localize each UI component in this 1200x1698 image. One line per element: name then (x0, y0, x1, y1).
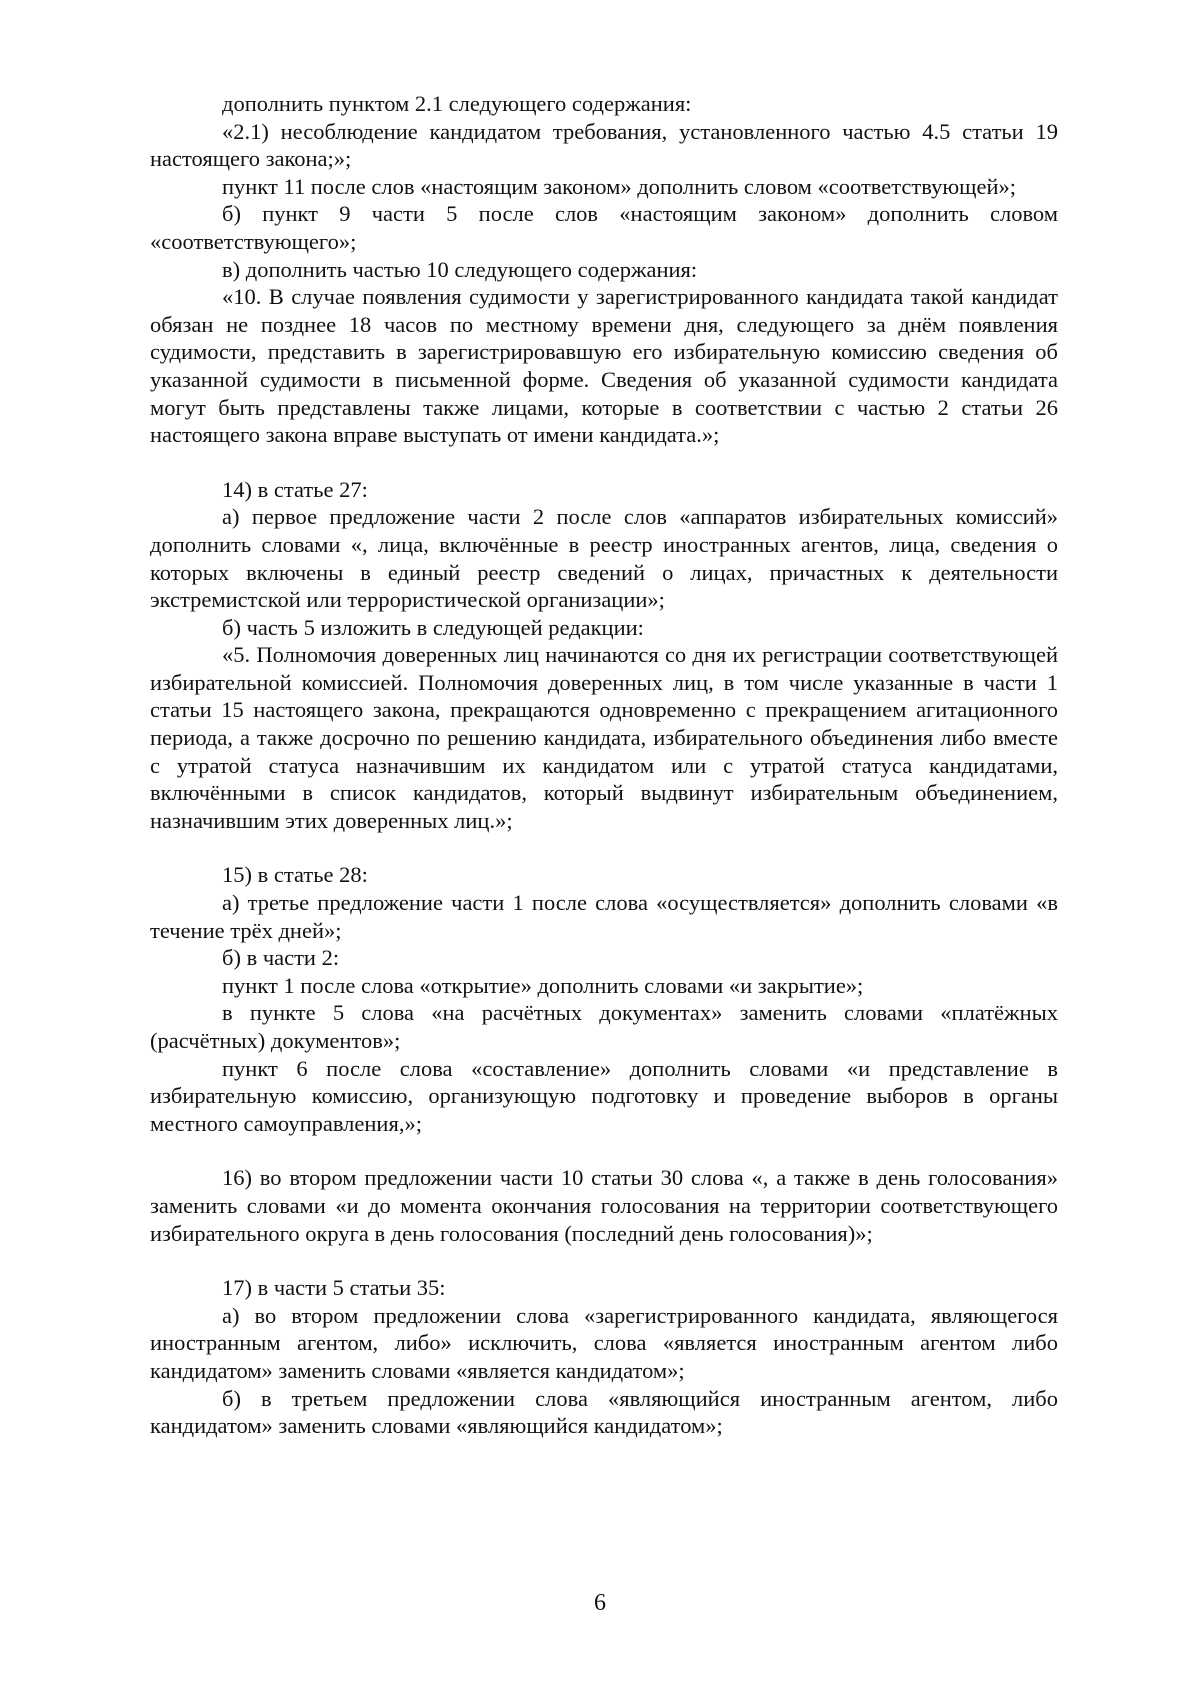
paragraph: в пункте 5 слова «на расчётных документах» заменить словами «платёжных (расчётных) документов»; (150, 1000, 1058, 1053)
paragraph: 15) в статье 28: (222, 862, 368, 888)
paragraph: пункт 11 после слов «настоящим законом» дополнить словом «соответствующей»; (222, 173, 1016, 199)
paragraph: б) пункт 9 части 5 после слов «настоящим законом» дополнить словом «соответствующего»; (150, 201, 1058, 254)
paragraph: а) третье предложение части 1 после слова «осуществляется» дополнить словами «в течение трёх дней»; (150, 890, 1058, 943)
paragraph: 14) в статье 27: (222, 476, 368, 502)
paragraph: 16) во втором предложении части 10 статьи 30 слова «, а также в день голосования» заменить словами «и до момента окончания голосования на территории соответствующего избирательного округа в день голосования (последний день голосования)»; (150, 1165, 1058, 1246)
paragraph: б) в части 2: (222, 945, 340, 971)
document-body (150, 90, 1058, 1440)
paragraph: а) во втором предложении слова «зарегистрированного кандидата, являющегося иностранным агентом, либо» исключить, слова «является иностранным агентом либо кандидатом» заменить словами «является кандидатом»; (150, 1302, 1058, 1383)
paragraph: 17) в части 5 статьи 35: (222, 1275, 446, 1301)
paragraph: пункт 6 после слова «составление» дополнить словами «и представление в избирательную комиссию, организующую подготовку и проведение выборов в органы местного самоуправления,»; (150, 1055, 1058, 1136)
paragraph: в) дополнить частью 10 следующего содержания: (222, 256, 698, 282)
paragraph: «2.1) несоблюдение кандидатом требования, установленного частью 4.5 статьи 19 настоящего закона;»; (150, 118, 1058, 172)
paragraph: «5. Полномочия доверенных лиц начинаются со дня их регистрации соответствующей избирательной комиссией. Полномочия доверенных лиц, в том числе указанные в части 1 статьи 15 настоящего закона, прекращаются одновременно с прекращением агитационного периода, а также досрочно по решению кандидата, избирательного объединения либо вместе с утратой статуса назначившим их кандидатом или с утратой статуса кандидатами, включёнными в список кандидатов, который выдвинут избирательным объединением, назначившим этих доверенных лиц.»; (150, 642, 1058, 833)
paragraph: б) в третьем предложении слова «являющийся иностранным агентом, либо кандидатом» заменить словами «являющийся кандидатом»; (150, 1385, 1058, 1439)
page-number: 6 (594, 1590, 606, 1616)
paragraph: дополнить пунктом 2.1 следующего содержания: (222, 91, 692, 116)
paragraph: б) часть 5 изложить в следующей редакции: (222, 614, 644, 640)
paragraph: пункт 1 после слова «открытие» дополнить словами «и закрытие»; (222, 972, 864, 998)
paragraph: «10. В случае появления судимости у зарегистрированного кандидата такой кандидат обязан не позднее 18 часов по местному времени дня, следующего за днём появления судимости, представить в зарегистрировавшую его избирательную комиссию сведения об указанной судимости в письменной форме. Сведения об указанной судимости кандидата могут быть представлены также лицами, которые в соответствии с частью 2 статьи 26 настоящего закона вправе выступать от имени кандидата.»; (150, 284, 1058, 448)
paragraph: а) первое предложение части 2 после слов «аппаратов избирательных комиссий» дополнить словами «, лица, включённые в реестр иностранных агентов, лица, сведения о которых включены в единый реестр сведений о лицах, причастных к деятельности экстремистской или террористической организации»; (150, 504, 1058, 613)
